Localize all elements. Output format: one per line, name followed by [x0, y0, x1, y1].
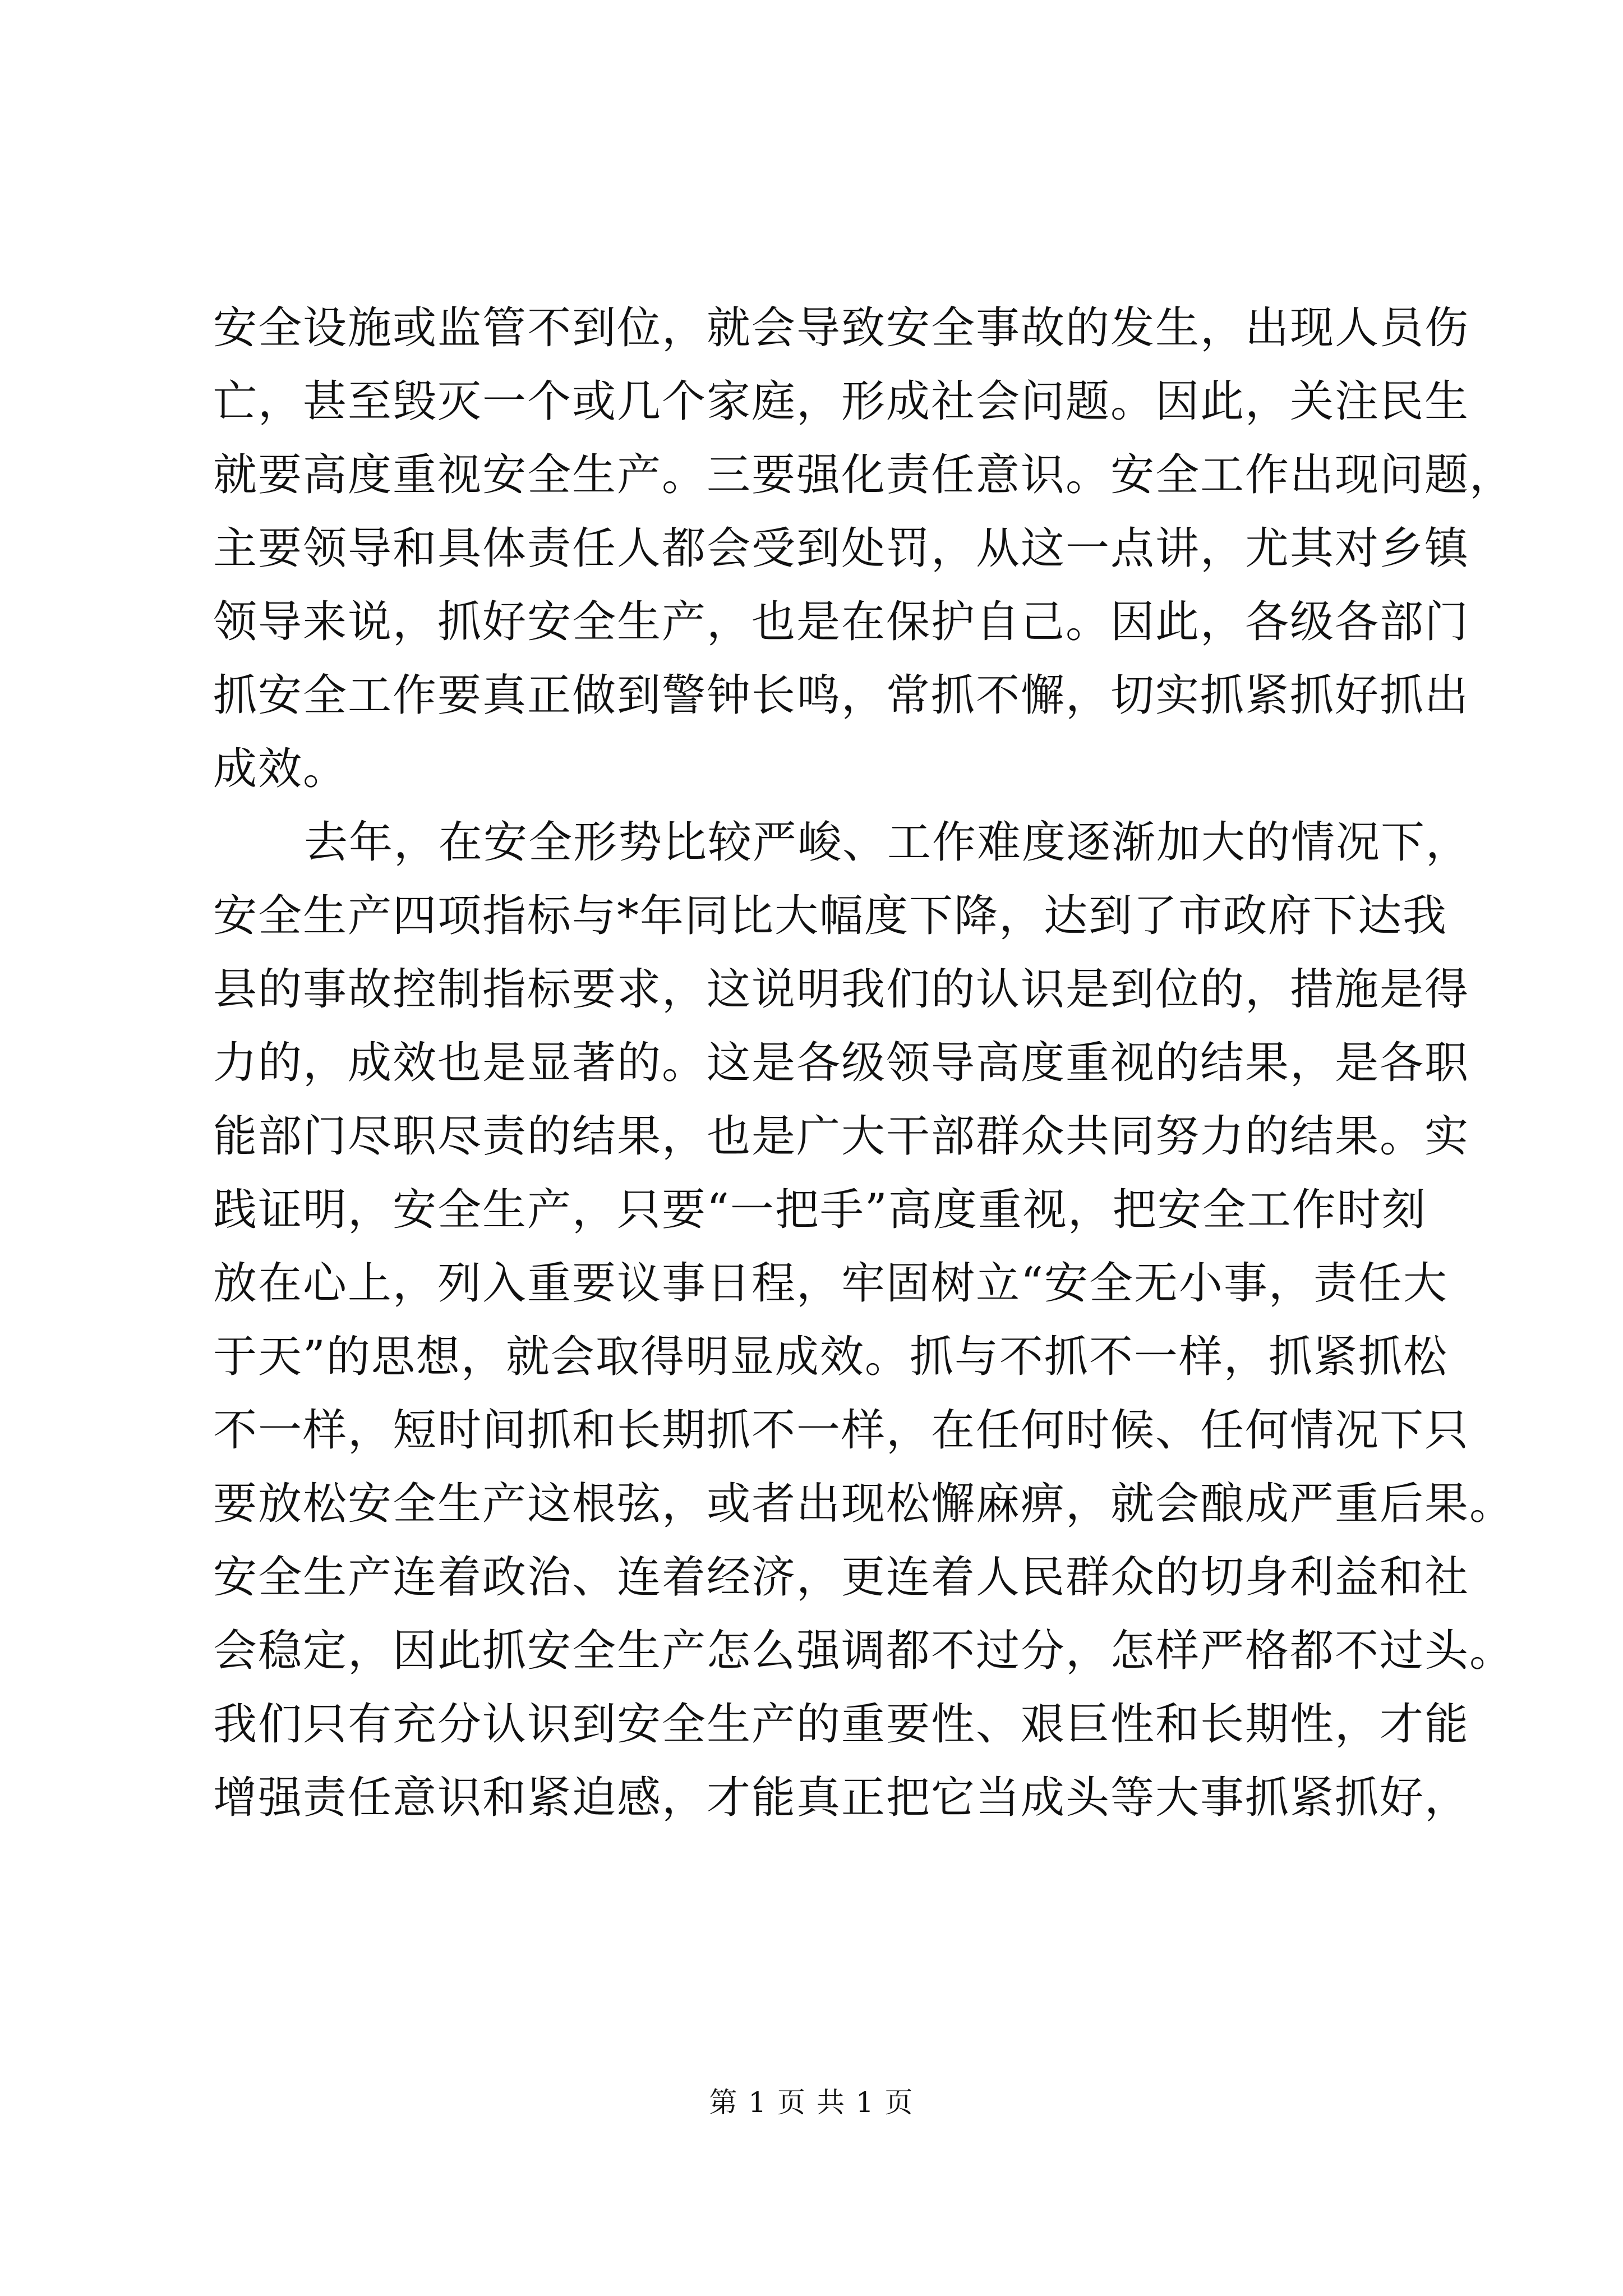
page-number-label: 第 1 页 共 1 页: [709, 2086, 914, 2119]
text-line: 要放松安全生产这根弦，或者出现松懈麻痹，就会酿成严重后果。: [213, 1479, 1515, 1529]
text-line: 安全生产连着政治、连着经济，更连着人民群众的切身利益和社: [213, 1552, 1470, 1603]
paragraph-2: [213, 806, 1515, 1835]
body-text: [213, 292, 1515, 1835]
text-line: 放在心上，列入重要议事日程，牢固树立“安全无小事，责任大: [213, 1258, 1448, 1309]
text-line: 安全设施或监管不到位，就会导致安全事故的发生，出现人员伤: [213, 303, 1470, 353]
text-line: 主要领导和具体责任人都会受到处罚，从这一点讲，尤其对乡镇: [213, 523, 1470, 574]
page-footer: [0, 2080, 1623, 2120]
text-line: 安全生产四项指标与*年同比大幅度下降，达到了市政府下达我: [213, 891, 1448, 941]
text-line: 去年，在安全形势比较严峻、工作难度逐渐加大的情况下，: [304, 817, 1471, 868]
text-line: 增强责任意识和紧迫感，才能真正把它当成头等大事抓紧抓好，: [213, 1773, 1470, 1823]
text-line: 领导来说，抓好安全生产，也是在保护自己。因此，各级各部门: [213, 597, 1470, 647]
text-line: 能部门尽职尽责的结果，也是广大干部群众共同努力的结果。实: [213, 1111, 1470, 1162]
text-line: 会稳定，因此抓安全生产怎么强调都不过分，怎样严格都不过头。: [213, 1626, 1515, 1676]
text-line: 抓安全工作要真正做到警钟长鸣，常抓不懈，切实抓紧抓好抓出: [213, 670, 1470, 721]
text-line: 成效。: [213, 744, 348, 794]
text-line: 力的，成效也是显著的。这是各级领导高度重视的结果，是各职: [213, 1038, 1470, 1088]
text-line: 亡，甚至毁灭一个或几个家庭，形成社会问题。因此，关注民生: [213, 376, 1470, 427]
text-line: 不一样，短时间抓和长期抓不一样，在任何时候、任何情况下只: [213, 1405, 1470, 1456]
text-line: 就要高度重视安全生产。三要强化责任意识。安全工作出现问题，: [213, 450, 1515, 500]
text-line: 于天”的思想，就会取得明显成效。抓与不抓不一样，抓紧抓松: [213, 1332, 1448, 1382]
text-line: 我们只有充分认识到安全生产的重要性、艰巨性和长期性，才能: [213, 1699, 1470, 1750]
paragraph-1: [213, 292, 1515, 806]
text-line: 县的事故控制指标要求，这说明我们的认识是到位的，措施是得: [213, 964, 1470, 1015]
text-line: 践证明，安全生产，只要“一把手”高度重视，把安全工作时刻: [213, 1185, 1427, 1235]
